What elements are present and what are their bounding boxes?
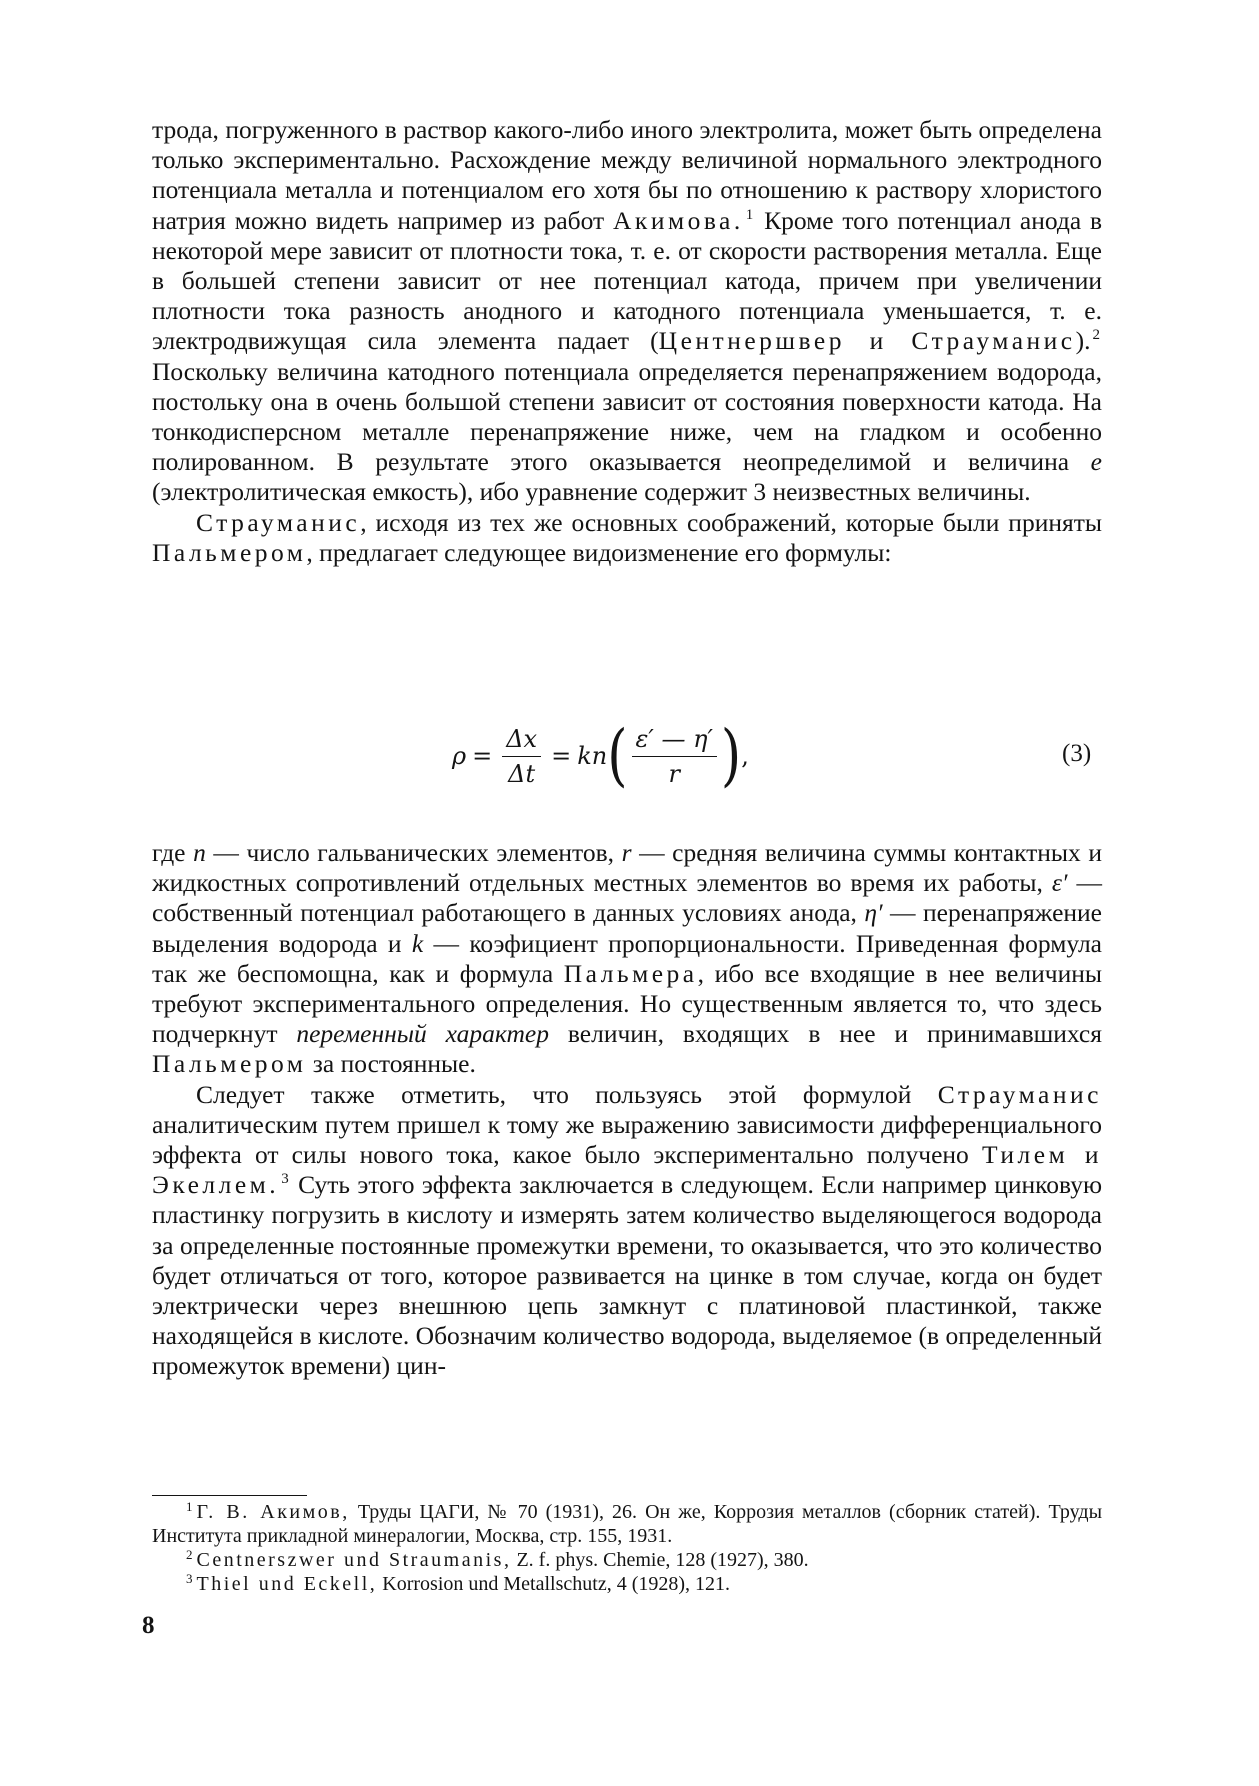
author-name: Пальмером bbox=[152, 537, 307, 567]
variable: ε′ bbox=[1051, 868, 1068, 898]
fraction-delta: $\frac{\Delta x}{\Delta t}$ bbox=[502, 724, 541, 789]
variable: r bbox=[621, 838, 632, 867]
variable: η′ bbox=[864, 898, 883, 928]
footnote-ref-1[interactable]: 1 bbox=[745, 206, 754, 223]
footnote-1: $^1$ Г. В. Акимов, Труды ЦАГИ, № 70 (1931), 26. Он же, Коррозия металлов (сборник статей). Труды Института прикладной минералогии, Москва, стр. 155, 1931. bbox=[152, 1499, 1103, 1547]
formula-3: ρ = $\frac{\Delta x}{\Delta t}$ = kn ( $\frac{\varepsilon' — \eta'}{r}$ ) , bbox=[452, 717, 749, 795]
paragraph-1: трода, погруженного в раствор какого-либо иного электролита, может быть определена только экспериментально. Расхождение между величиной нормального электродного потенциала металла и потенциалом его хотя бы по отношению к раствору хлористого натрия можно видеть например из работ Акимова. $^1$ Кроме того потенциал анода в некоторой мере зависит от плотности тока, т. е. от скорости растворения металла. Еще в большей степени зависит от нее потенциал катода, причем при увеличении плотности тока разность анодного и катодного потенциала уменьшается, т. е. электродвижущая сила элемента падает (Центнершвер и Страуманис). $^2$ Поскольку величина катодного потенциала определяется перенапряжением водорода, постольку она в очень большой степени зависит от состояния поверхности катода. На тонкодисперсном металле перенапряжение ниже, чем на гладком и особенно полированном. В результате этого оказывается неопределимой и величина e (электролитическая емкость), ибо уравнение содержит 3 неизвестных величины. bbox=[152, 115, 1103, 507]
footnote-2: $^2$ Centnerszwer und Straumanis, Z. f. phys. Chemie, 128 (1927), 380. bbox=[186, 1547, 809, 1571]
author-name: Пальмером bbox=[152, 1049, 307, 1079]
author-name: Страуманис bbox=[937, 1079, 1102, 1109]
main-text-lower bbox=[152, 838, 1102, 1382]
author-name: Центнершвер и Страуманис bbox=[658, 326, 1076, 356]
author-name: Пальмера bbox=[563, 958, 698, 988]
right-paren: ) bbox=[720, 717, 742, 795]
variable: n bbox=[193, 838, 206, 867]
paragraph-3: где n — число гальванических элементов, r — средняя величина суммы контактных и жидкостных сопротивлений отдельных местных элементов во время их работы, ε′ — собственный потенциал работающего в данных условиях анода, η′ — перенапряжение выделения водорода и k — коэфициент пропорциональности. Приведенная формула так же беспомощна, как и формула Пальмера, ибо все входящие в нее величины требуют экспериментального определения. Но существенным является то, что здесь подчеркнут переменный характер величин, входящих в нее и принимавшихся Пальмером за постоянные. bbox=[152, 838, 1103, 1079]
paragraph-4: Следует также отметить, что пользуясь этой формулой Страуманис аналитическим путем пришел к тому же выражению зависимости дифференциального эффекта от силы нового тока, какое было экспериментально получено Тилем и Экеллем. $^3$ Суть этого эффекта заключается в следующем. Если например цинковую пластинку погрузить в кислоту и измерять затем количество выделяющегося водорода за определенные постоянные промежутки времени, то оказывается, что это количество будет отличаться от того, которое развивается на цинке в том случае, когда он будет электрически через внешнюю цепь замкнут с платиновой пластинкой, также находящейся в кислоте. Обозначим количество водорода, выделяемое (в определенный промежуток времени) цин- bbox=[152, 1079, 1103, 1381]
page-number: 8 bbox=[142, 1612, 155, 1639]
left-paren: ( bbox=[607, 717, 628, 795]
equation-number: (3) bbox=[1062, 740, 1092, 767]
author-name: Акимова. bbox=[613, 205, 744, 235]
footnotes bbox=[152, 1500, 1102, 1596]
footnote-3: $^3$ Thiel und Eckell, Korrosion und Metallschutz, 4 (1928), 121. bbox=[186, 1571, 731, 1595]
author-name: Тилем и Экеллем. bbox=[152, 1140, 1103, 1200]
variable: k bbox=[411, 928, 424, 958]
author-name: Страуманис bbox=[196, 507, 361, 537]
footnote-divider bbox=[152, 1495, 307, 1496]
paragraph-2: Страуманис, исходя из тех же основных соображений, которые были приняты Пальмером, предлагает следующее видоизменение его формулы: bbox=[152, 507, 1102, 567]
variable: e bbox=[1090, 447, 1102, 477]
footnote-ref-2[interactable]: 2 bbox=[1092, 327, 1100, 344]
fraction-potential: $\frac{\varepsilon' — \eta'}{r}$ bbox=[632, 724, 717, 789]
emphasis: переменный характер bbox=[296, 1019, 549, 1049]
main-text-upper bbox=[152, 115, 1102, 568]
footnote-ref-3[interactable]: 3 bbox=[281, 1171, 289, 1188]
